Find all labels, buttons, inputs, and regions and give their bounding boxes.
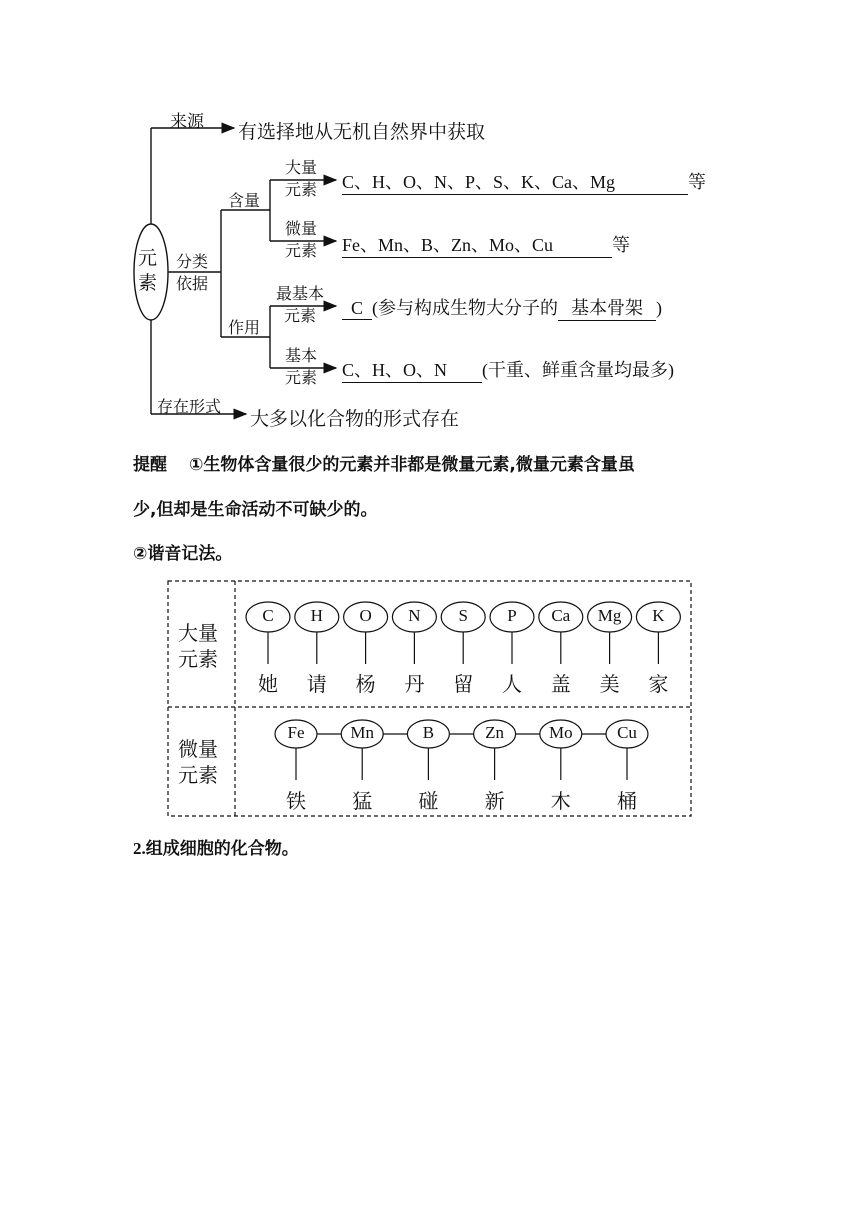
macro-char: 盖 [550,674,571,696]
macro-char: 家 [648,674,669,696]
basic-answer-blank: C、H、O、N [342,356,482,383]
micro-symbol: B [422,723,435,742]
most-basic-paren-text: (参与构成生物大分子的 [372,298,558,318]
micro-suffix: 等 [612,235,630,255]
macro-symbol: K [652,606,665,625]
basic-paren-text: (干重、鲜重含量均最多) [482,360,674,380]
micro-symbol: Zn [485,723,505,742]
macro-element-label: 大量 元素 [285,160,318,199]
macro-row-label: 大量 元素 [178,623,218,671]
tip-heading: 提醒 [133,455,167,475]
tip-line-2: 少,但却是生命活动不可缺少的。 [133,500,378,520]
micro-char: 新 [484,791,505,813]
macro-char: 她 [258,674,278,696]
micro-symbol: Fe [287,723,305,742]
macro-symbol: O [359,606,372,625]
micro-char: 木 [550,791,571,813]
macro-char: 杨 [355,674,376,696]
micro-char: 碰 [418,791,439,813]
root-element-node: 元 素 [138,248,158,294]
macro-char: 留 [453,674,474,696]
macro-answer-blank: C、H、O、N、P、S、K、Ca、Mg [342,168,688,195]
macro-symbol: P [507,606,517,625]
most-basic-paren-close: ) [656,298,662,318]
tip-text-1: ①生物体含量很少的元素并非都是微量元素,微量元素含量虽 [189,455,635,475]
micro-char: 铁 [286,791,306,813]
macro-symbol: S [458,606,468,625]
micro-char: 猛 [352,791,373,813]
basic-element-label: 基本 元素 [285,348,318,387]
micro-row-label: 微量 元素 [178,739,218,787]
source-label: 来源 [170,112,204,131]
micro-answer-blank: Fe、Mn、B、Zn、Mo、Cu [342,231,612,258]
macro-char: 美 [599,674,620,696]
macro-char: 人 [502,674,522,696]
micro-element-label: 微量 元素 [285,221,318,260]
content-label: 含量 [228,193,261,210]
macro-char: 丹 [404,674,425,696]
macro-symbol: Mg [597,606,622,625]
macro-char: 请 [306,674,327,696]
tip-line-3: ②谐音记法。 [133,544,233,564]
macro-symbol: C [262,606,274,625]
macro-symbol: Ca [551,606,571,625]
section-title: 2.组成细胞的化合物。 [133,839,299,858]
most-basic-element-label: 最基本 元素 [276,286,325,325]
micro-symbol: Mo [548,723,573,742]
micro-symbol: Mn [350,723,374,742]
function-label: 作用 [228,320,261,337]
macro-symbol: N [408,606,421,625]
macro-symbol: H [310,606,323,625]
form-label: 存在形式 [157,399,222,416]
classify-label: 分类 依据 [176,254,209,293]
micro-char: 桶 [617,791,637,813]
form-text: 大多以化合物的形式存在 [250,409,460,430]
skeleton-answer-blank: 基本骨架 [558,294,656,321]
source-text: 有选择地从无机自然界中获取 [238,122,486,143]
most-basic-answer-blank: C [342,298,372,320]
micro-symbol: Cu [617,723,637,742]
macro-suffix: 等 [688,172,706,192]
